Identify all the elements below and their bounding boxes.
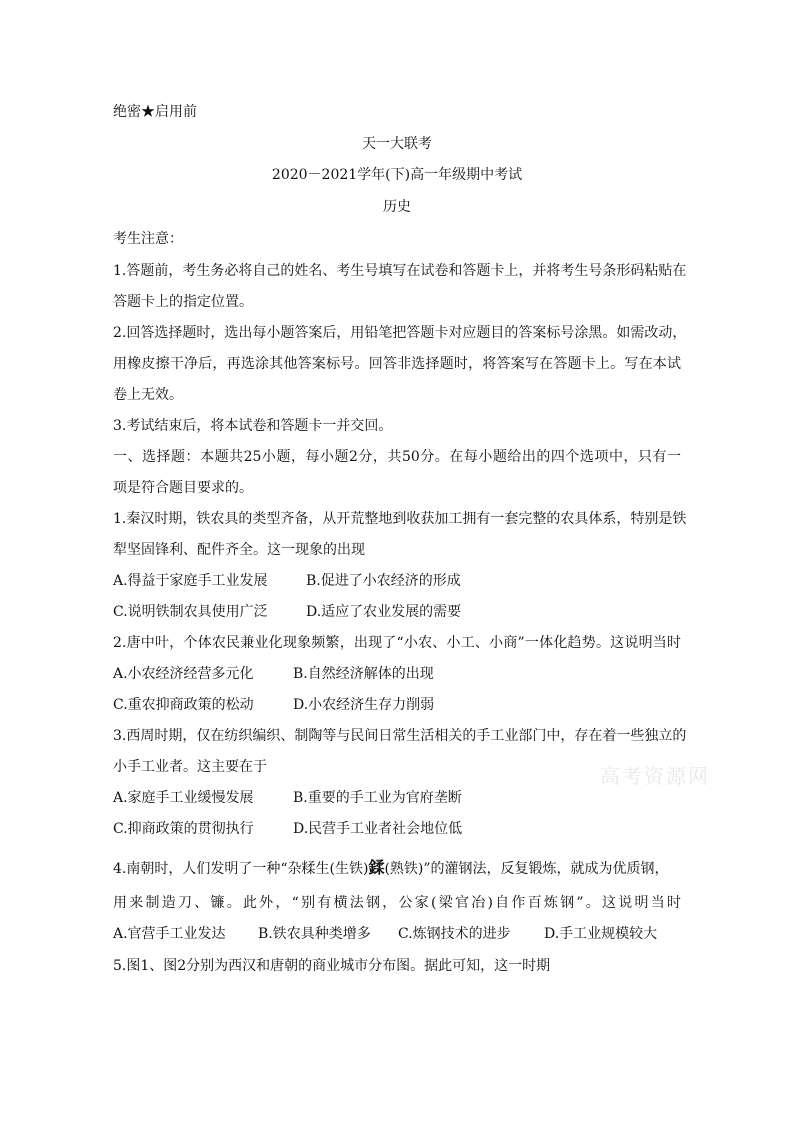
notice-title: 考生注意： — [113, 231, 183, 247]
q5-stem: 5.图1、图2分别为西汉和唐朝的商业城市分布图。据此可知，这一时期 — [113, 958, 551, 974]
q1-stem-cont: 犁坚固锋利、配件齐全。这一现象的出现 — [113, 542, 365, 558]
q2-stem: 2.唐中叶，个体农民兼业化现象频繁，出现了“小农、小工、小商”一体化趋势。这说明当时 — [113, 635, 681, 651]
section-heading: 一、选择题：本题共25小题，每小题2分，共50分。在每小题给出的四个选项中，只有一 — [113, 449, 681, 465]
watermark: 高考资源网 — [600, 764, 710, 788]
q4-option-b: B.铁农具种类增多 — [258, 926, 371, 942]
q4-stem-part1: 4.南朝时，人们发明了一种“杂糅生(生铁) — [113, 861, 369, 877]
exam-org: 天一大联考 — [362, 136, 432, 152]
notice-line: 2.回答选择题时，选出每小题答案后，用铅笔把答题卡对应题目的答案标号涂黑。如需改动， — [113, 325, 687, 341]
q1-option-b: B.促进了小农经济的形成 — [306, 573, 461, 589]
q4-option-c: C.炼钢技术的进步 — [398, 926, 511, 942]
q1-option-d: D.适应了农业发展的需要 — [306, 604, 462, 620]
notice-line: 用橡皮擦干净后，再选涂其他答案标号。回答非选择题时，将答案写在答题卡上。写在本试 — [113, 356, 681, 372]
notice-line: 卷上无效。 — [113, 387, 183, 403]
q3-option-c: C.抑商政策的贯彻执行 — [113, 821, 254, 837]
q4-stem-cont: 用来制造刀、镰。此外，“别有横法钢，公家(梁官冶)自作百炼钢”。这说明当时 — [113, 895, 681, 911]
q1-option-a: A.得益于家庭手工业发展 — [113, 573, 268, 589]
secret-mark: 绝密★启用前 — [113, 104, 197, 120]
q3-option-b: B.重要的手工业为官府垄断 — [293, 790, 462, 806]
q4-stem-part2: (熟铁)”的灌钢法，反复锻炼，就成为优质钢， — [384, 861, 669, 877]
q2-option-b: B.自然经济解体的出现 — [293, 666, 434, 682]
q3-option-a: A.家庭手工业缓慢发展 — [113, 790, 254, 806]
q4-stem — [113, 859, 669, 878]
q2-option-a: A.小农经济经营多元化 — [113, 666, 254, 682]
q4-special-glyph: 鍒 — [368, 858, 385, 877]
q3-option-d: D.民营手工业者社会地位低 — [293, 821, 463, 837]
q4-option-d: D.手工业规模较大 — [544, 926, 658, 942]
q3-stem-cont: 小手工业者。这主要在于 — [113, 759, 267, 775]
notice-line: 答题卡上的指定位置。 — [113, 294, 253, 310]
q4-option-a: A.官营手工业发达 — [113, 926, 226, 942]
q2-option-d: D.小农经济生存力削弱 — [293, 697, 435, 713]
subject-title: 历史 — [383, 199, 411, 215]
q3-stem: 3.西周时期，仅在纺织编织、制陶等与民间日常生活相关的手工业部门中，存在着一些独立的 — [113, 728, 687, 744]
q1-option-c: C.说明铁制农具使用广泛 — [113, 604, 268, 620]
q1-stem: 1.秦汉时期，铁农具的类型齐备，从开荒整地到收获加工拥有一套完整的农具体系，特别是铁 — [113, 511, 687, 527]
q2-option-c: C.重农抑商政策的松动 — [113, 697, 254, 713]
exam-title: 2020－2021学年(下)高一年级期中考试 — [271, 167, 523, 183]
section-heading-cont: 项是符合题目要求的。 — [113, 480, 253, 496]
notice-line: 3.考试结束后，将本试卷和答题卡一并交回。 — [113, 418, 393, 434]
notice-line: 1.答题前，考生务必将自己的姓名、考生号填写在试卷和答题卡上，并将考生号条形码粘贴在 — [113, 263, 687, 279]
